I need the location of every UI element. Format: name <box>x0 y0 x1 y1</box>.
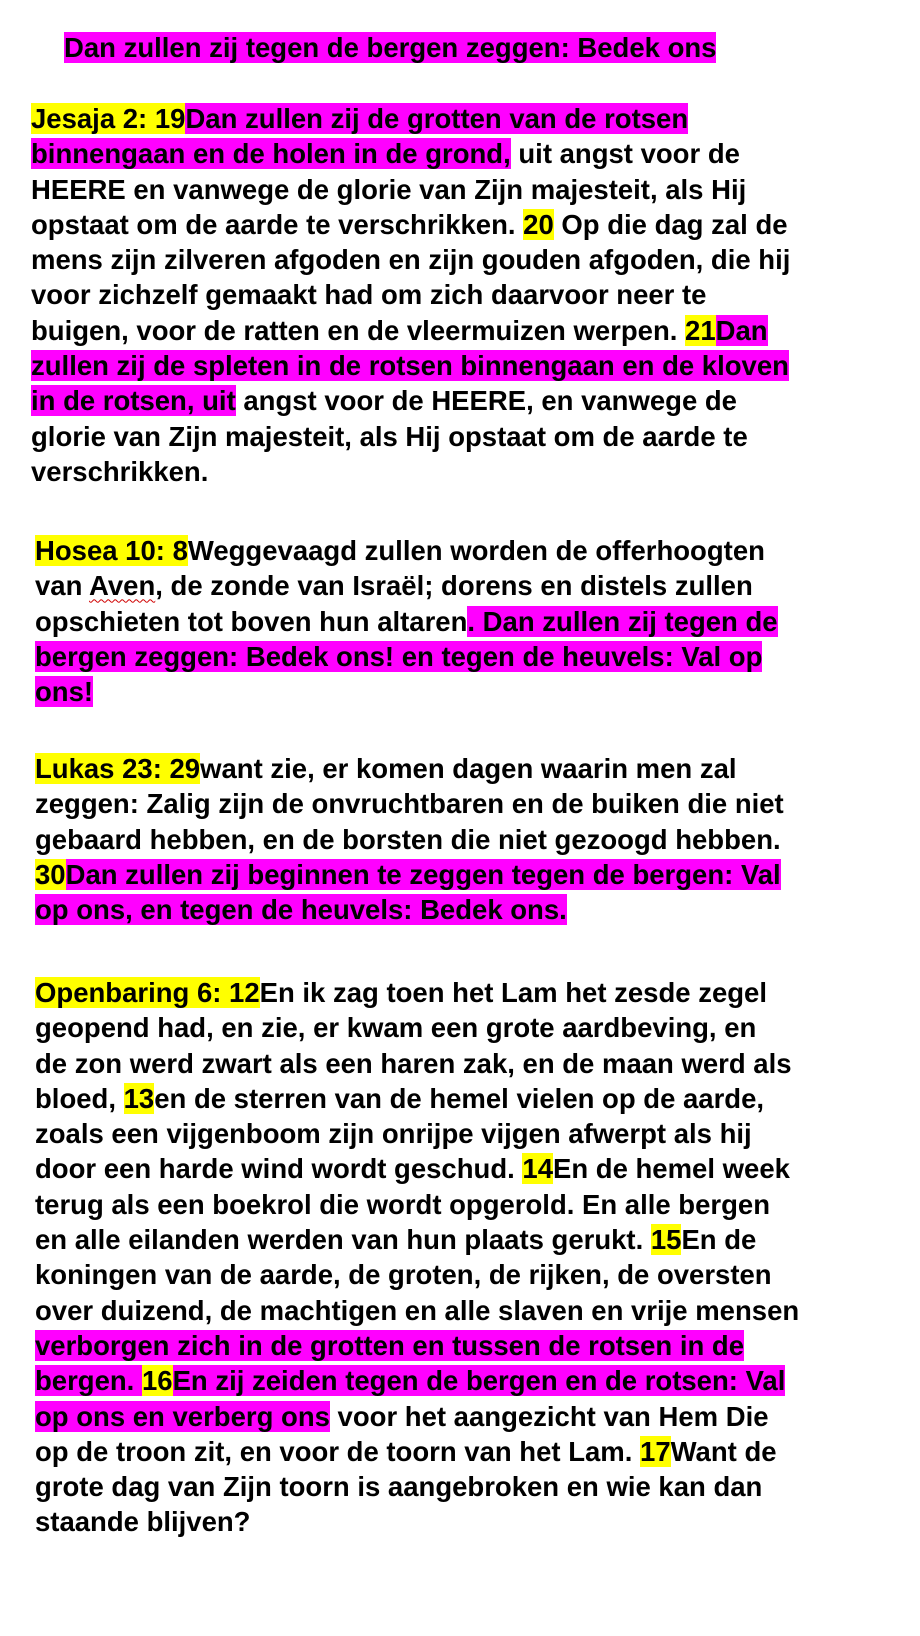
highlighted-text: verborgen zich in de grotten en tussen de rotsen in de <box>35 1329 744 1361</box>
line: glorie van Zijn majesteit, als Hij opstaat om de aarde te <box>31 420 748 452</box>
line <box>35 568 920 603</box>
highlighted-text: binnengaan en de holen in de grond, <box>31 138 511 170</box>
verse-number: 30 <box>35 858 66 890</box>
text: angst voor de HEERE, en vanwege de <box>235 385 737 417</box>
line <box>35 892 920 927</box>
line <box>35 604 920 639</box>
line: HEERE en vanwege de glorie van Zijn majesteit, als Hij <box>31 173 747 205</box>
highlighted-text: bergen. <box>35 1365 142 1397</box>
spellcheck-underlined-word: Aven <box>89 570 156 602</box>
text: uit angst voor de <box>510 138 740 170</box>
line <box>35 674 920 709</box>
highlighted-text: En zij zeiden tegen de bergen en de rotsen: Val <box>172 1365 786 1397</box>
line <box>35 751 920 786</box>
verse-number: 21 <box>685 314 716 346</box>
line <box>31 313 920 348</box>
title-highlight: Dan zullen zij tegen de bergen zeggen: Bedek ons <box>64 32 717 63</box>
line: terug als een boekrol die wordt opgerold. En alle bergen <box>35 1188 770 1220</box>
text: Weggevaagd zullen worden de offerhoogten <box>187 535 765 566</box>
line <box>35 1081 920 1116</box>
verse-number: 15 <box>650 1224 682 1256</box>
line: de zon werd zwart als een haren zak, en de maan werd als <box>35 1047 792 1079</box>
passage-lukas <box>35 751 920 927</box>
line: zeggen: Zalig zijn de onvruchtbaren en de buiken die niet <box>35 788 784 820</box>
highlighted-text: in de rotsen, uit <box>31 385 236 417</box>
text: opstaat om de aarde te verschrikken. <box>31 208 524 240</box>
line <box>35 975 920 1010</box>
text: van <box>35 570 90 602</box>
line <box>35 857 920 892</box>
verse-reference: Openbaring 6: 12 <box>35 977 260 1008</box>
line <box>35 639 920 674</box>
verse-number: 17 <box>640 1435 671 1467</box>
line: geopend had, en zie, er kwam een grote aardbeving, en <box>35 1012 757 1044</box>
line <box>35 1434 920 1469</box>
verse-reference: Jesaja 2: 19 <box>31 103 186 134</box>
verse-number: 14 <box>522 1153 553 1185</box>
highlighted-text: Dan <box>715 314 768 346</box>
highlighted-text: . Dan zullen zij tegen de <box>467 605 778 637</box>
text: en alle eilanden werden van hun plaats gerukt. <box>35 1224 651 1256</box>
highlighted-text: ons! <box>35 676 94 708</box>
line: mens zijn zilveren afgoden en zijn gouden afgoden, die hij <box>31 244 791 276</box>
text: buigen, voor de ratten en de vleermuizen werpen. <box>31 314 686 346</box>
text: door een harde wind wordt geschud. <box>35 1153 523 1185</box>
text: opschieten tot boven hun altaren <box>35 605 468 637</box>
text: Want de <box>670 1435 777 1467</box>
line: voor zichzelf gemaakt had om zich daarvoor neer te <box>31 279 707 311</box>
verse-number: 16 <box>141 1365 173 1397</box>
line: verschrikken. <box>31 455 209 487</box>
passage-hosea <box>35 533 920 709</box>
highlighted-text: Dan zullen zij beginnen te zeggen tegen de bergen: Val <box>65 858 781 890</box>
verse-number: 20 <box>523 208 554 240</box>
line: over duizend, de machtigen en alle slaven en vrije mensen <box>35 1294 800 1326</box>
line <box>31 383 920 418</box>
text: En de <box>681 1224 757 1256</box>
text: voor het aangezicht van Hem Die <box>329 1400 769 1432</box>
text: en de sterren van de hemel vielen op de aarde, <box>154 1082 765 1114</box>
line <box>31 348 920 383</box>
text: Op die dag zal de <box>553 208 788 240</box>
line <box>35 1399 920 1434</box>
line <box>35 1222 920 1257</box>
line <box>31 101 920 136</box>
highlighted-text: op ons en verberg ons <box>35 1400 330 1432</box>
passage-jesaja <box>31 101 920 489</box>
text: want zie, er komen dagen waarin men zal <box>200 753 737 784</box>
line <box>31 136 920 171</box>
line <box>35 1151 920 1186</box>
highlighted-text: op ons, en tegen de heuvels: Bedek ons. <box>35 894 567 926</box>
line <box>35 533 920 568</box>
line <box>35 1363 920 1398</box>
text: En ik zag toen het Lam het zesde zegel <box>259 977 767 1008</box>
page-title <box>64 30 716 65</box>
text: bloed, <box>35 1082 124 1114</box>
highlighted-text: zullen zij de spleten in de rotsen binnengaan en de kloven <box>31 350 789 382</box>
line: gebaard hebben, en de borsten die niet gezoogd hebben. <box>35 823 781 855</box>
verse-number: 13 <box>123 1082 155 1114</box>
line <box>35 1328 920 1363</box>
text: , de zonde van Israël; dorens en distels zullen <box>155 570 753 602</box>
line: grote dag van Zijn toorn is aangebroken en wie kan dan <box>35 1471 763 1503</box>
line: staande blijven? <box>35 1506 251 1538</box>
passage-openbaring <box>35 975 920 1540</box>
text: op de troon zit, en voor de toorn van het Lam. <box>35 1435 641 1467</box>
highlighted-text: bergen zeggen: Bedek ons! en tegen de heuvels: Val op <box>35 640 763 672</box>
text: En de hemel week <box>553 1153 790 1185</box>
line: zoals een vijgenboom zijn onrijpe vijgen afwerpt als hij <box>35 1118 752 1150</box>
highlighted-text: Dan zullen zij de grotten van de rotsen <box>185 103 689 134</box>
verse-reference: Hosea 10: 8 <box>35 535 188 566</box>
line <box>31 207 920 242</box>
verse-reference: Lukas 23: 29 <box>35 753 201 784</box>
line: koningen van de aarde, de groten, de rijken, de oversten <box>35 1259 772 1291</box>
